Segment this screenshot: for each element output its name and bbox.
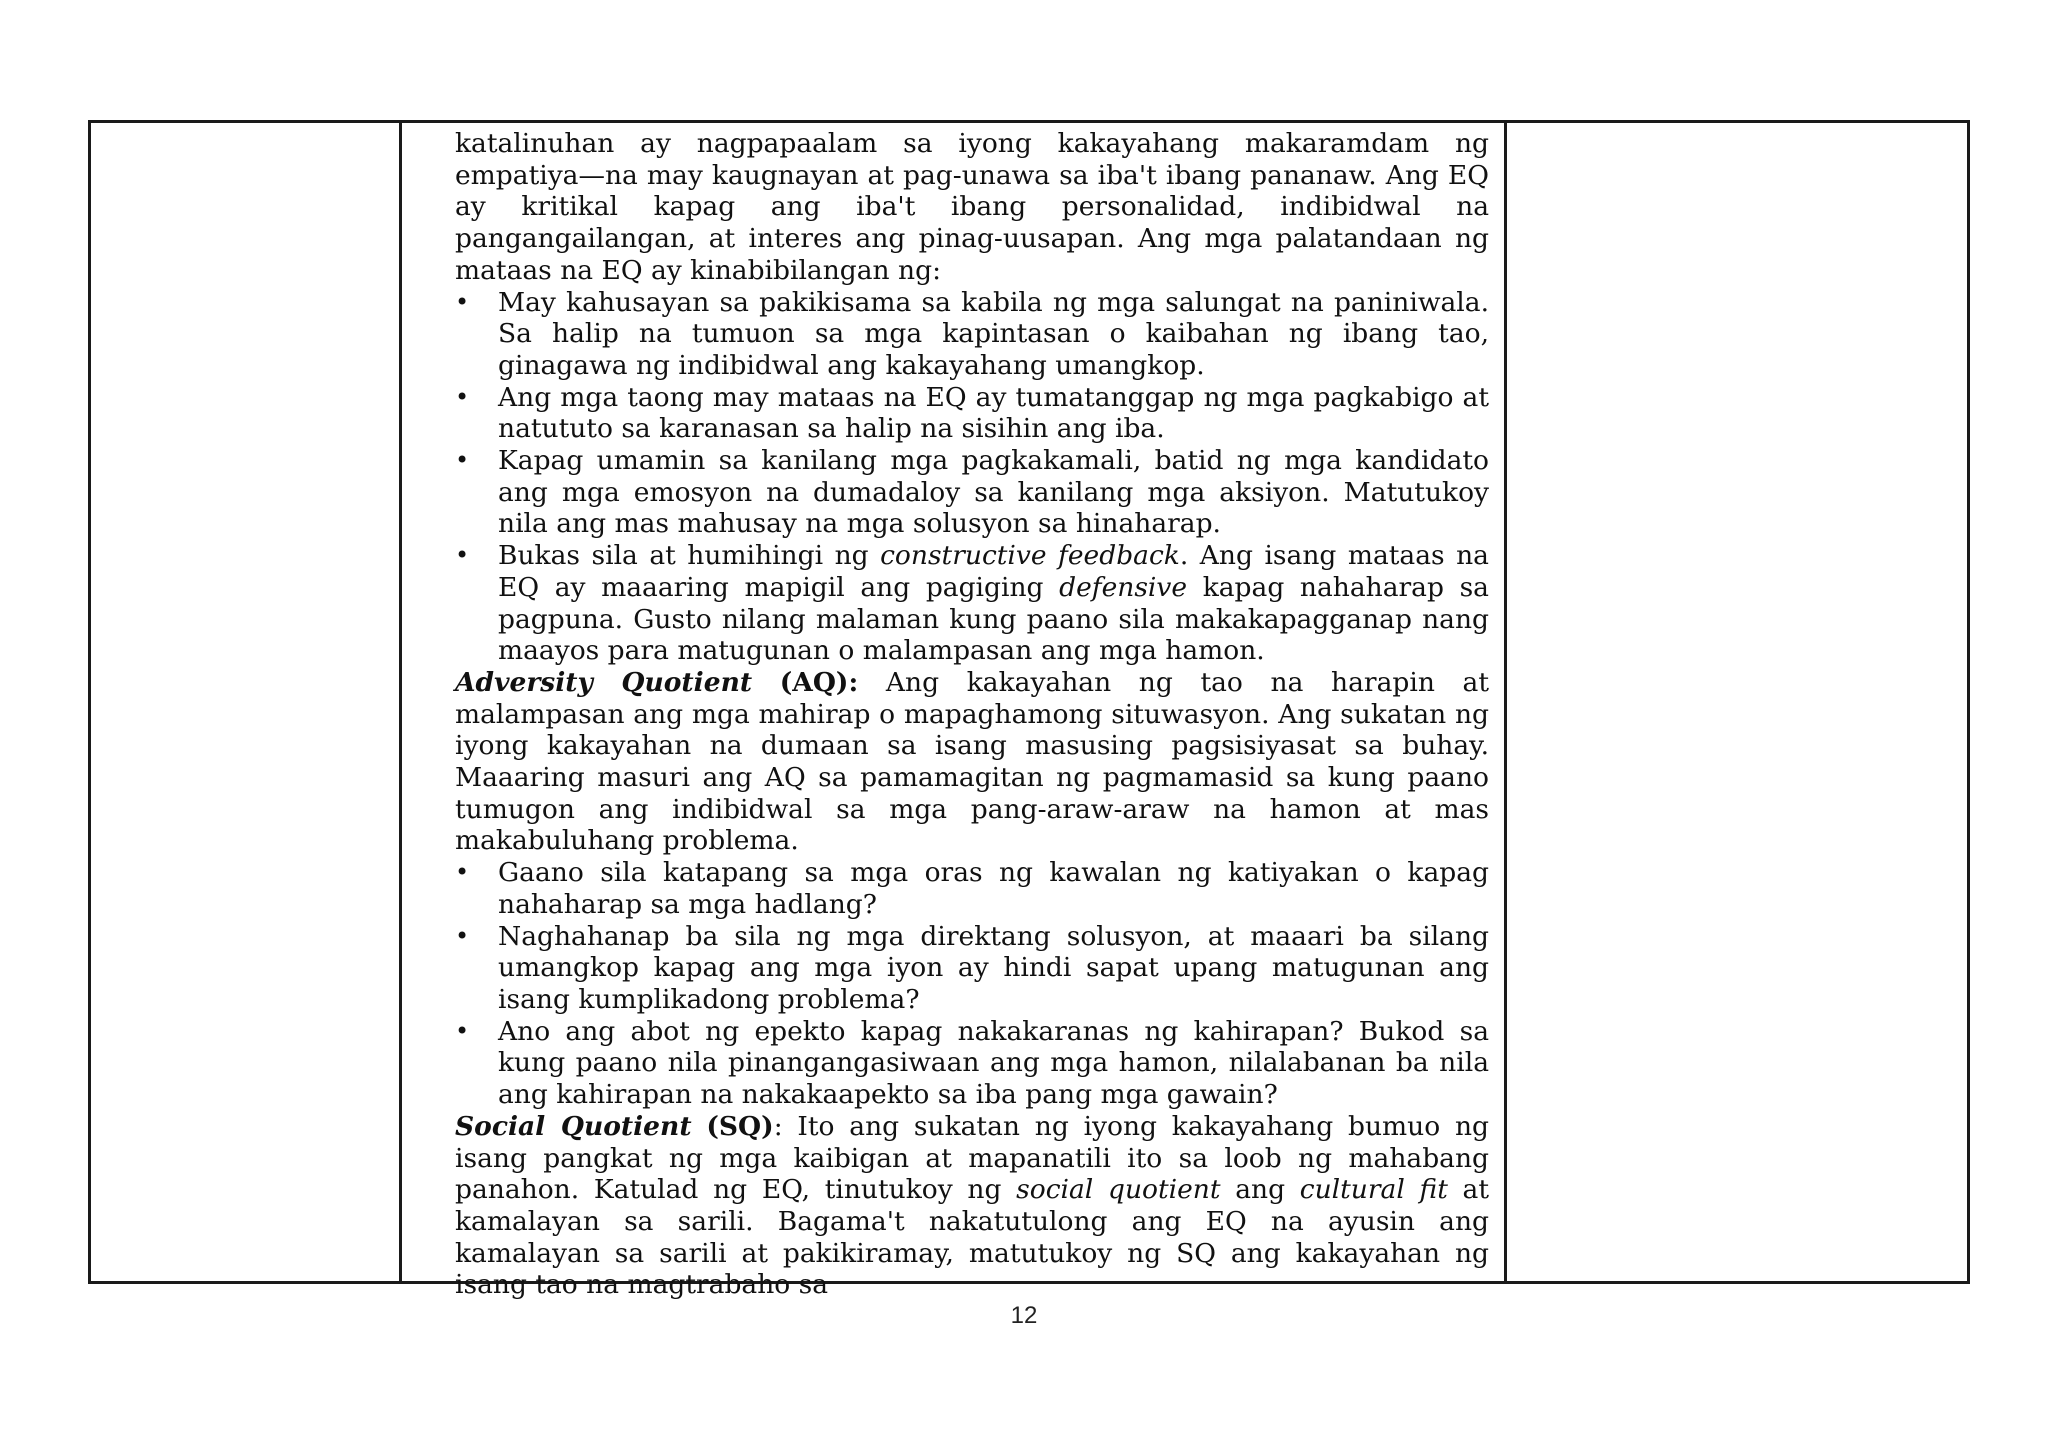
list-item: • Bukas sila at humihingi ng constructive feedback. Ang isang mataas na EQ ay maaaring mapigil ang pagiging defensive kapag nahaharap sa pagpuna. Gusto nilang malaman kung paano sila makakapagganap nang maayos para matugunan o malampasan ang mga hamon. xyxy=(455,540,1489,667)
main-text-cell xyxy=(455,128,1489,1301)
page-number: 12 xyxy=(1010,1302,1038,1329)
eq-signs-list xyxy=(455,287,1489,667)
aq-questions-list xyxy=(455,857,1489,1111)
sq-term: Social Quotient xyxy=(455,1110,692,1142)
list-item: • May kahusayan sa pakikisama sa kabila ng mga salungat na paniniwala. Sa halip na tumuon sa mga kapintasan o kaibahan ng ibang tao, ginagawa ng indibidwal ang kakayahang umangkop. xyxy=(455,287,1489,382)
italic-term: defensive xyxy=(1059,571,1188,603)
italic-term: constructive feedback xyxy=(880,540,1180,572)
aq-paragraph: Adversity Quotient (AQ): Ang kakayahan ng tao na harapin at malampasan ang mga mahirap o mapaghamong situwasyon. Ang sukatan ng iyong kakayahan na dumaan sa isang masusing pagsisiyasat sa buhay. Maaaring masuri ang AQ sa pamamagitan ng pagmamasid sa kung paano tumugon ang indibidwal sa mga pang-araw-araw na hamon at mas makabuluhang problema. xyxy=(455,666,1489,857)
list-item: • Kapag umamin sa kanilang mga pagkakamali, batid ng mga kandidato ang mga emosyon na dumadaloy sa kanilang mga aksiyon. Matutukoy nila ang mas mahusay na mga solusyon sa hinaharap. xyxy=(455,445,1489,540)
sq-abbr: (SQ) xyxy=(706,1110,774,1142)
aq-abbr: (AQ): xyxy=(779,666,859,698)
aq-term: Adversity Quotient xyxy=(455,666,753,698)
italic-term: cultural fit xyxy=(1299,1174,1448,1206)
list-item: • Naghahanap ba sila ng mga direktang solusyon, at maaari ba silang umangkop kapag ang mga iyon ay hindi sapat upang matugunan ang isang kumplikadong problema? xyxy=(455,921,1489,1016)
column-divider-left xyxy=(399,123,402,1281)
list-item: • Ano ang abot ng epekto kapag nakakaranas ng kahirapan? Bukod sa kung paano nila pinangangasiwaan ang mga hamon, nilalabanan ba nila ang kahirapan na nakakaapekto sa iba pang mga gawain? xyxy=(455,1016,1489,1111)
intro-paragraph: katalinuhan ay nagpapaalam sa iyong kakayahang makaramdam ng empatiya—na may kaugnayan at pag-unawa sa iba't ibang pananaw. Ang EQ ay kritikal kapag ang iba't ibang personalidad, indibidwal na pangangailangan, at interes ang pinag-uusapan. Ang mga palatandaan ng mataas na EQ ay kinabibilangan ng: xyxy=(455,128,1489,286)
sq-paragraph: Social Quotient (SQ): Ito ang sukatan ng iyong kakayahang bumuo ng isang pangkat ng mga kaibigan at mapanatili ito sa loob ng mahabang panahon. Katulad ng EQ, tinutukoy ng social quotient ang cultural fit at kamalayan sa sarili. Bagama't nakatutulong ang EQ na ayusin ang kamalayan sa sarili at pakikiramay, matutukoy ng SQ ang kakayahan ng isang tao na magtrabaho sa xyxy=(455,1110,1489,1301)
list-item: • Gaano sila katapang sa mga oras ng kawalan ng katiyakan o kapag nahaharap sa mga hadlang? xyxy=(455,857,1489,920)
list-item: • Ang mga taong may mataas na EQ ay tumatanggap ng mga pagkabigo at natututo sa karanasan sa halip na sisihin ang iba. xyxy=(455,382,1489,445)
column-divider-right xyxy=(1504,123,1507,1281)
italic-term: social quotient xyxy=(1016,1174,1221,1206)
